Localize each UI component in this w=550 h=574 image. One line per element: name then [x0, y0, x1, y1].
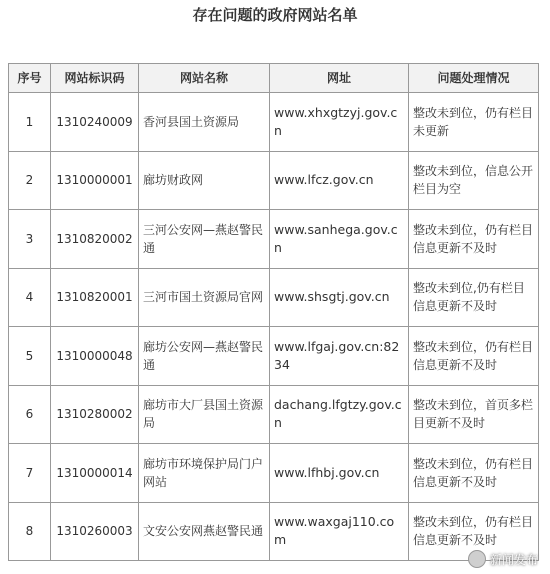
watermark	[468, 550, 538, 568]
cell-site-name: 廊坊市大厂县国土资源局	[139, 385, 270, 444]
page-title: 存在问题的政府网站名单	[192, 6, 358, 24]
table-row	[9, 385, 539, 444]
cell-site-id: 1310280002	[51, 385, 139, 444]
table-row	[9, 151, 539, 210]
cell-site-id: 1310000048	[51, 327, 139, 386]
cell-url: www.waxgaj110.com	[270, 502, 409, 561]
cell-site-name: 廊坊公安网—燕赵警民通	[139, 327, 270, 386]
cell-no: 3	[9, 210, 51, 269]
cell-no: 2	[9, 151, 51, 210]
watermark-logo-icon	[468, 550, 486, 568]
cell-no: 8	[9, 502, 51, 561]
cell-site-name: 三河公安网—燕赵警民通	[139, 210, 270, 269]
cell-site-id: 1310000001	[51, 151, 139, 210]
cell-status: 整改未到位，首页多栏目更新不及时	[409, 385, 539, 444]
header-no: 序号	[9, 64, 51, 93]
cell-no: 5	[9, 327, 51, 386]
cell-url: www.lfgaj.gov.cn:8234	[270, 327, 409, 386]
cell-status: 整改未到位，仍有栏目信息更新不及时	[409, 502, 539, 561]
cell-site-name: 廊坊市环境保护局门户网站	[139, 444, 270, 503]
cell-no: 4	[9, 268, 51, 327]
cell-url: www.xhxgtzyj.gov.cn	[270, 93, 409, 152]
cell-no: 7	[9, 444, 51, 503]
cell-status: 整改未到位，仍有栏目未更新	[409, 93, 539, 152]
table-header-row	[9, 64, 539, 93]
cell-site-id: 1310820002	[51, 210, 139, 269]
table-row	[9, 210, 539, 269]
table-row	[9, 93, 539, 152]
cell-site-id: 1310240009	[51, 93, 139, 152]
cell-no: 1	[9, 93, 51, 152]
cell-url: www.shsgtj.gov.cn	[270, 268, 409, 327]
cell-site-name: 香河县国土资源局	[139, 93, 270, 152]
header-site-name: 网站名称	[139, 64, 270, 93]
table-row	[9, 444, 539, 503]
cell-url: www.sanhega.gov.cn	[270, 210, 409, 269]
website-list-table	[8, 63, 539, 561]
cell-site-name: 廊坊财政网	[139, 151, 270, 210]
cell-site-id: 1310260003	[51, 502, 139, 561]
header-url: 网址	[270, 64, 409, 93]
cell-status: 整改未到位，仍有栏目信息更新不及时	[409, 327, 539, 386]
cell-status: 整改未到位，仍有栏目信息更新不及时	[409, 210, 539, 269]
watermark-text: 新闻发布	[489, 552, 538, 567]
cell-url: www.lfhbj.gov.cn	[270, 444, 409, 503]
cell-site-id: 1310820001	[51, 268, 139, 327]
cell-site-name: 三河市国土资源局官网	[139, 268, 270, 327]
cell-url: dachang.lfgtzy.gov.cn	[270, 385, 409, 444]
cell-site-id: 1310000014	[51, 444, 139, 503]
cell-status: 整改未到位，仍有栏目信息更新不及时	[409, 444, 539, 503]
table-row	[9, 268, 539, 327]
header-status: 问题处理情况	[409, 64, 539, 93]
cell-url: www.lfcz.gov.cn	[270, 151, 409, 210]
cell-no: 6	[9, 385, 51, 444]
cell-status: 整改未到位，信息公开栏目为空	[409, 151, 539, 210]
table-row	[9, 327, 539, 386]
table-row	[9, 502, 539, 561]
cell-status: 整改未到位,仍有栏目信息更新不及时	[409, 268, 539, 327]
cell-site-name: 文安公安网燕赵警民通	[139, 502, 270, 561]
header-site-id: 网站标识码	[51, 64, 139, 93]
